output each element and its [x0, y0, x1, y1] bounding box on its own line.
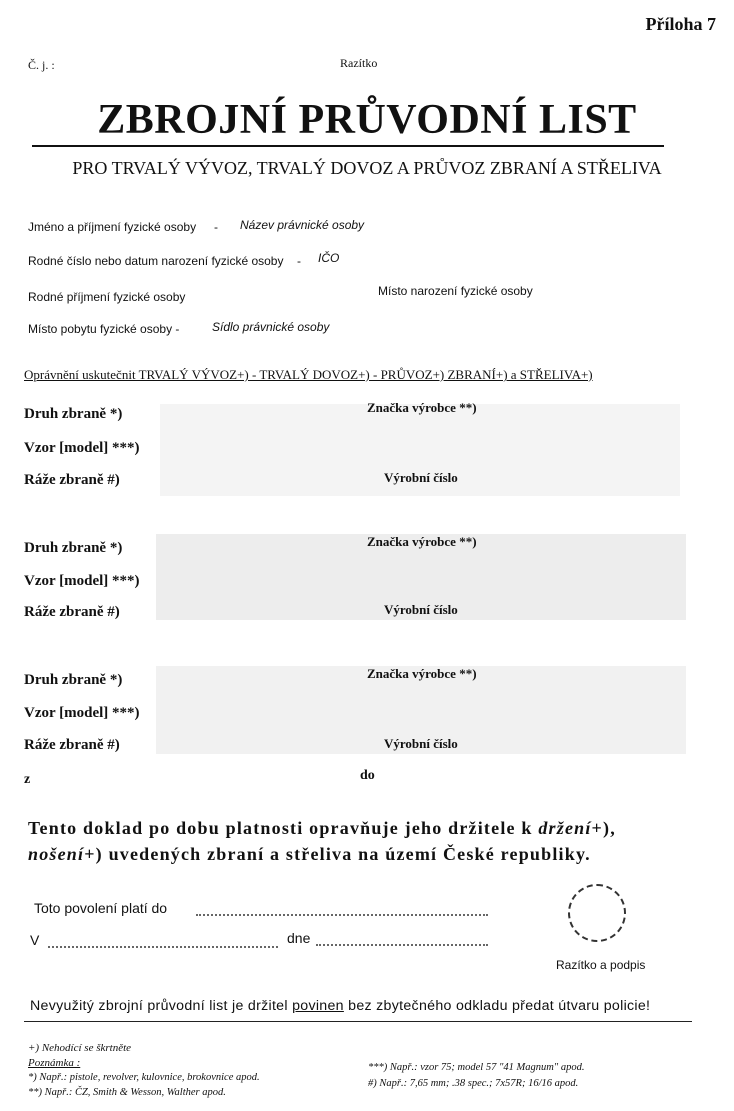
weapon-model-label: Vzor [model] ***) — [24, 440, 140, 456]
route-from-label: z — [24, 772, 31, 787]
statement-line-2: nošení+) uvedených zbraní a střeliva na území České republiky. — [28, 844, 591, 864]
reference-number-label: Č. j. : — [28, 58, 55, 72]
footnote-model: ***) Např.: vzor 75; model 57 "41 Magnum" apod. — [368, 1062, 585, 1073]
serial-number-label: Výrobní číslo — [384, 470, 458, 485]
company-id-label: IČO — [318, 251, 340, 265]
place-dotted-line — [48, 946, 278, 948]
stamp-label: Razítko — [340, 56, 378, 70]
maiden-name-label: Rodné příjmení fyzické osoby — [28, 290, 186, 304]
legal-entity-name-label: Název právnické osoby — [240, 218, 365, 232]
footnote-weapon-type: *) Např.: pistole, revolver, kulovnice, brokovnice apod. — [28, 1072, 260, 1083]
note-title: Poznámka : — [28, 1057, 81, 1069]
document-subtitle: PRO TRVALÝ VÝVOZ, TRVALÝ DOVOZ A PRŮVOZ ZBRANÍ A STŘELIVA — [72, 158, 662, 178]
place-label: V — [30, 932, 40, 948]
authorization-line: Oprávnění uskutečnit TRVALÝ VÝVOZ+) - TRVALÝ DOVOZ+) - PRŮVOZ+) ZBRANÍ+) a STŘELIVA+) — [24, 367, 593, 382]
footnote-manufacturer: **) Např.: ČZ, Smith & Wesson, Walther apod. — [28, 1087, 226, 1098]
weapon-caliber-label: Ráže zbraně #) — [24, 472, 120, 488]
stamp-circle-icon — [568, 884, 626, 942]
registered-office-label: Sídlo právnické osoby — [212, 320, 330, 334]
manufacturer-brand-label: Značka výrobce **) — [367, 534, 477, 549]
valid-until-dotted-line — [196, 914, 488, 916]
dash-separator: - — [297, 254, 301, 268]
title-underline — [32, 145, 664, 147]
date-label: dne — [287, 930, 311, 946]
valid-until-label: Toto povolení platí do — [34, 900, 168, 916]
serial-number-label: Výrobní číslo — [384, 602, 458, 617]
weapon-model-label: Vzor [model] ***) — [24, 573, 140, 589]
date-dotted-line — [316, 944, 488, 946]
birthplace-label: Místo narození fyzické osoby — [378, 284, 533, 298]
person-name-label: Jméno a příjmení fyzické osoby — [28, 220, 197, 234]
cross-out-note: +) Nehodící se škrtněte — [28, 1042, 132, 1054]
statement-line-1: Tento doklad po dobu platnosti opravňuje jeho držitele k držení+), — [28, 818, 616, 838]
manufacturer-brand-label: Značka výrobce **) — [367, 400, 477, 415]
manufacturer-brand-label: Značka výrobce **) — [367, 666, 477, 681]
return-notice: Nevyužitý zbrojní průvodní list je držitel povinen bez zbytečného odkladu předat útvaru policie! — [30, 998, 651, 1014]
weapon-caliber-label: Ráže zbraně #) — [24, 604, 120, 620]
weapon-type-label: Druh zbraně *) — [24, 406, 123, 422]
attachment-label: Příloha 7 — [645, 14, 716, 34]
serial-number-label: Výrobní číslo — [384, 736, 458, 751]
route-to-label: do — [360, 768, 375, 783]
document-title: ZBROJNÍ PRŮVODNÍ LIST — [97, 97, 637, 143]
weapon-type-label: Druh zbraně *) — [24, 672, 123, 688]
dash-separator: - — [214, 220, 218, 234]
birth-number-label: Rodné číslo nebo datum narození fyzické osoby — [28, 254, 284, 268]
weapon-caliber-label: Ráže zbraně #) — [24, 737, 120, 753]
stamp-signature-label: Razítko a podpis — [556, 958, 646, 972]
weapon-model-label: Vzor [model] ***) — [24, 705, 140, 721]
residence-label: Místo pobytu fyzické osoby - — [28, 322, 180, 336]
footer-rule — [24, 1021, 692, 1022]
weapon-type-label: Druh zbraně *) — [24, 540, 123, 556]
footnote-caliber: #) Např.: 7,65 mm; .38 spec.; 7x57R; 16/16 apod. — [368, 1078, 579, 1089]
